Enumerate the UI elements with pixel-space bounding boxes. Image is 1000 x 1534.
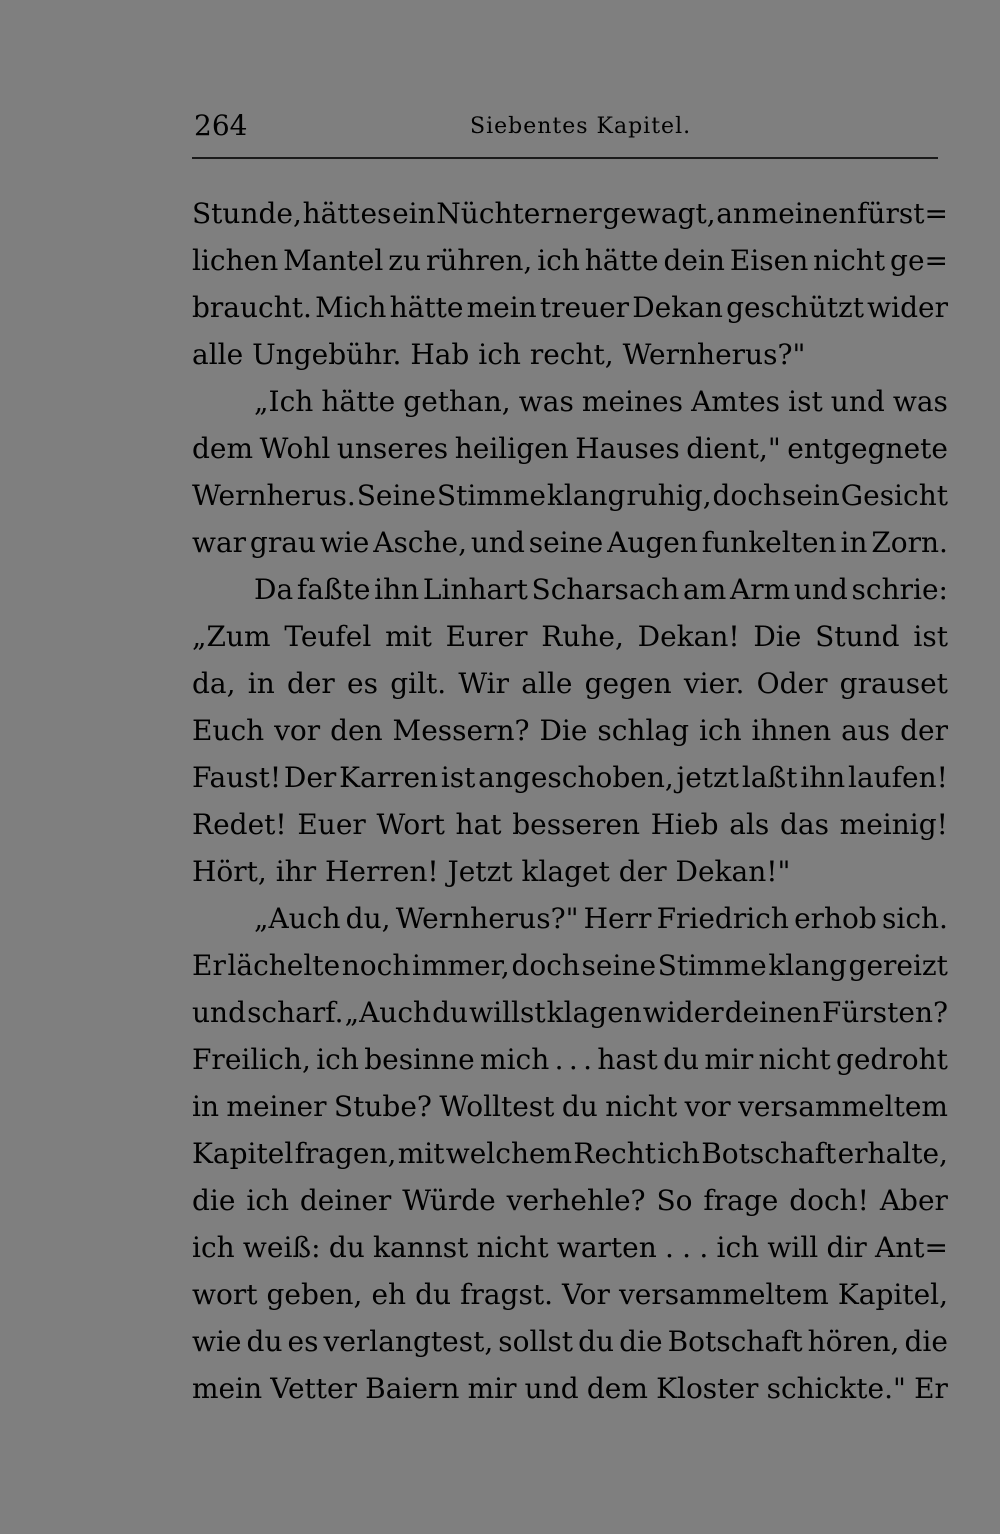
- word: willst: [469, 996, 546, 1029]
- text-line: [192, 566, 948, 613]
- word: es: [347, 667, 378, 700]
- word: klang: [546, 479, 626, 512]
- word: versammeltem: [618, 1278, 829, 1311]
- word: Vor: [562, 1278, 610, 1311]
- word: sollst: [498, 1325, 574, 1358]
- word: grauset: [839, 667, 948, 700]
- word: Eisen: [729, 244, 809, 277]
- word: Recht: [573, 1137, 656, 1170]
- text-line: [192, 1083, 948, 1130]
- word: hat: [455, 808, 502, 841]
- word: Er: [914, 1372, 948, 1405]
- word: ihnen: [751, 714, 832, 747]
- word: lichen: [192, 244, 279, 277]
- word: doch!: [789, 1184, 869, 1217]
- text-line: [192, 331, 948, 378]
- word: immer,: [411, 949, 510, 982]
- word: recht,: [529, 338, 623, 371]
- page-number: 264: [194, 109, 248, 142]
- word: entgegnete: [787, 432, 948, 465]
- word: zu: [388, 244, 422, 277]
- word: meiner: [226, 1090, 327, 1123]
- word: Kapitel: [192, 1137, 294, 1170]
- word: du: [415, 1278, 452, 1311]
- word: eh: [371, 1278, 407, 1311]
- word: am: [683, 573, 727, 606]
- word: nicht: [758, 1043, 831, 1076]
- word: und: [192, 996, 246, 1029]
- word: Ruhe,: [541, 620, 624, 653]
- word: es: [287, 1325, 319, 1358]
- word: dem: [192, 432, 254, 465]
- word: Messern?: [392, 714, 530, 747]
- word: Augen: [607, 526, 698, 559]
- word: ich: [537, 244, 580, 277]
- word: und: [470, 526, 525, 559]
- word: hören,: [807, 1325, 900, 1358]
- word: klaget: [521, 855, 619, 888]
- word: sein: [781, 479, 840, 512]
- word: den: [330, 714, 383, 747]
- word: es: [360, 197, 392, 230]
- word: rühren,: [425, 244, 533, 277]
- word: die: [619, 1325, 663, 1358]
- word: hätte: [321, 385, 396, 418]
- word: ich: [192, 1231, 235, 1264]
- word: Friedrich: [656, 902, 789, 935]
- word: .: [568, 1043, 578, 1076]
- word: warten: [556, 1231, 657, 1264]
- word: die: [192, 1184, 236, 1217]
- word: deinen: [724, 996, 821, 1029]
- word: ruhig,: [626, 479, 712, 512]
- word: Würde: [402, 1184, 496, 1217]
- word: hätte: [389, 291, 464, 324]
- word: Asche,: [373, 526, 467, 559]
- word: ich: [657, 1137, 700, 1170]
- word: vor: [684, 1090, 731, 1123]
- word: Jetzt: [447, 855, 522, 888]
- word: wider: [642, 996, 724, 1029]
- word: dein: [663, 244, 725, 277]
- word: seine: [581, 949, 657, 982]
- word: und: [830, 385, 885, 418]
- word: Wohl: [259, 432, 331, 465]
- word: gewagt,: [602, 197, 716, 230]
- word: der: [618, 855, 676, 888]
- word: meinen: [751, 197, 857, 230]
- word: mein: [192, 1372, 263, 1405]
- word: in: [247, 667, 275, 700]
- text-line: [192, 1224, 948, 1271]
- word: angeschoben,: [478, 761, 674, 794]
- word: der: [900, 714, 948, 747]
- text-line: [192, 1036, 948, 1083]
- word: deiner: [299, 1184, 392, 1217]
- word: Oder: [756, 667, 828, 700]
- word: will: [767, 1231, 819, 1264]
- word: Freilich,: [192, 1043, 311, 1076]
- word: gethan,: [403, 385, 511, 418]
- word: kannst: [373, 1231, 469, 1264]
- word: du: [561, 1090, 598, 1123]
- word: mir: [704, 1043, 754, 1076]
- word: Karren: [339, 761, 439, 794]
- word: verlangtest,: [323, 1325, 494, 1358]
- word: Botschaft: [667, 1325, 803, 1358]
- word: ich: [478, 338, 530, 371]
- text-line: [192, 519, 948, 566]
- word: klagen: [546, 996, 642, 1029]
- text-line: [192, 237, 948, 284]
- word: klang: [768, 949, 847, 982]
- word: nicht: [605, 1090, 678, 1123]
- word: ist: [440, 761, 476, 794]
- word: hast: [597, 1043, 658, 1076]
- word: welchem: [445, 1137, 573, 1170]
- word: Seine: [356, 479, 436, 512]
- word: dem: [586, 1372, 648, 1405]
- text-line: [192, 801, 948, 848]
- word: Stimme: [436, 479, 546, 512]
- word: ich: [698, 714, 742, 747]
- word: .: [665, 1231, 674, 1264]
- word: die: [904, 1325, 948, 1358]
- word: wie: [192, 1325, 242, 1358]
- word: erhob: [794, 902, 877, 935]
- word: braucht.: [192, 291, 312, 324]
- word: Dekan!: [637, 620, 740, 653]
- text-line: [192, 190, 948, 237]
- word: Hab: [410, 338, 479, 371]
- word: Wernherus.: [192, 479, 356, 512]
- word: frage: [703, 1184, 779, 1217]
- word: du: [432, 996, 469, 1029]
- page-header: [192, 104, 950, 148]
- word: faßte: [296, 573, 371, 606]
- word: Wort: [376, 808, 445, 841]
- word: ist: [913, 620, 948, 653]
- word: ein: [392, 197, 436, 230]
- word: an: [716, 197, 752, 230]
- word: So: [656, 1184, 693, 1217]
- word: Der: [283, 761, 337, 794]
- word: scharf.: [247, 996, 344, 1029]
- word: Ungebühr.: [252, 338, 411, 371]
- text-line: [192, 895, 948, 942]
- word: „Ich: [254, 385, 314, 418]
- word: ich: [716, 1231, 760, 1264]
- word: was: [892, 385, 948, 418]
- word: doch: [712, 479, 781, 512]
- text-line: [192, 848, 948, 895]
- word: seine: [528, 526, 604, 559]
- word: .: [583, 1043, 593, 1076]
- word: treuer: [539, 291, 630, 324]
- word: was: [518, 385, 574, 418]
- word: grau: [249, 526, 316, 559]
- word: lächelte: [227, 949, 341, 982]
- word: Fürsten?: [821, 996, 948, 1029]
- text-line: [192, 284, 948, 331]
- word: mit: [397, 1137, 445, 1170]
- header-rule: [192, 157, 938, 159]
- word: besseren: [512, 808, 640, 841]
- word: ich: [316, 1043, 359, 1076]
- word: Faust!: [192, 761, 282, 794]
- word: hätt: [302, 197, 360, 230]
- word: ich: [246, 1184, 289, 1217]
- word: erhalte,: [837, 1137, 948, 1170]
- word: war: [192, 526, 247, 559]
- text-line: [192, 613, 948, 660]
- word: Hört,: [192, 855, 276, 888]
- word: Euch: [192, 714, 265, 747]
- word: in: [192, 1090, 219, 1123]
- word: in: [840, 526, 868, 559]
- word: Stimme: [657, 949, 767, 982]
- word: besinne: [364, 1043, 475, 1076]
- text-line: [192, 754, 948, 801]
- word: gegen: [584, 667, 672, 700]
- text-line: [192, 378, 948, 425]
- word: Euer: [297, 808, 366, 841]
- word: Kloster: [656, 1372, 759, 1405]
- word: Stube?: [333, 1090, 432, 1123]
- word: Scharsach: [531, 573, 680, 606]
- word: Nüchterner: [436, 197, 602, 230]
- word: Mantel: [283, 244, 384, 277]
- word: jetzt: [676, 761, 740, 794]
- word: Hauses: [575, 432, 680, 465]
- word: dir: [826, 1231, 867, 1264]
- text-line: [192, 1130, 948, 1177]
- running-head: Siebentes Kapitel.: [470, 114, 692, 139]
- word: .: [682, 1231, 692, 1264]
- word: versammeltem: [738, 1090, 948, 1123]
- word: da,: [192, 667, 236, 700]
- word: ist: [788, 385, 823, 418]
- word: Zorn.: [871, 526, 948, 559]
- word: ihn: [800, 761, 846, 794]
- word: funkelten: [701, 526, 837, 559]
- word: du: [578, 1325, 615, 1358]
- word: Dekan: [632, 291, 723, 324]
- word: laßt: [741, 761, 798, 794]
- word: ge=: [890, 244, 948, 277]
- word: Gesicht: [840, 479, 948, 512]
- word: vor: [274, 714, 321, 747]
- word: mich: [480, 1043, 550, 1076]
- word: Er: [192, 949, 226, 982]
- word: schickte.": [766, 1372, 906, 1405]
- word: gereizt: [848, 949, 948, 982]
- word: Die: [753, 620, 802, 653]
- word: mein: [466, 291, 537, 324]
- word: du: [663, 1043, 700, 1076]
- word: schrie:: [851, 573, 948, 606]
- word: Eurer: [445, 620, 528, 653]
- text-line: [192, 425, 948, 472]
- word: Wernherus?": [622, 338, 806, 371]
- text-line: [192, 1177, 948, 1224]
- word: alle: [192, 338, 253, 371]
- word: als: [729, 808, 770, 841]
- word: Herr: [583, 902, 652, 935]
- word: fragen,: [294, 1137, 397, 1170]
- text-line: [192, 1318, 948, 1365]
- word: Wernherus?": [395, 902, 579, 935]
- word: noch: [341, 949, 411, 982]
- word: Die: [539, 714, 588, 747]
- word: „Zum: [192, 620, 271, 653]
- word: wort: [192, 1278, 258, 1311]
- word: Stund: [815, 620, 900, 653]
- word: Mich: [315, 291, 387, 324]
- word: du,: [345, 902, 391, 935]
- word: Kapitel,: [837, 1278, 948, 1311]
- word: verhehle?: [506, 1184, 646, 1217]
- word: schlag: [597, 714, 690, 747]
- text-line: [192, 942, 948, 989]
- word: nicht: [813, 244, 886, 277]
- word: ihn: [374, 573, 420, 606]
- body-text: [192, 190, 948, 1412]
- text-line: [192, 660, 948, 707]
- word: geschützt: [726, 291, 864, 324]
- word: „Auch: [344, 996, 432, 1029]
- word: „Auch: [254, 902, 341, 935]
- word: Baiern: [365, 1372, 460, 1405]
- word: meinig!: [839, 808, 948, 841]
- word: Stunde,: [192, 197, 302, 230]
- word: Herren!: [325, 855, 448, 888]
- word: Aber: [879, 1184, 948, 1217]
- word: heiligen: [454, 432, 569, 465]
- word: weiß:: [242, 1231, 321, 1264]
- word: Ant=: [875, 1231, 948, 1264]
- word: fragst.: [460, 1278, 553, 1311]
- word: Amtes: [691, 385, 781, 418]
- word: der: [286, 667, 335, 700]
- word: vier.: [683, 667, 745, 700]
- word: alle: [521, 667, 573, 700]
- word: Redet!: [192, 808, 287, 841]
- word: laufen!: [847, 761, 948, 794]
- word: Wir: [458, 667, 510, 700]
- word: wider: [867, 291, 948, 324]
- word: das: [779, 808, 829, 841]
- text-line: [192, 707, 948, 754]
- word: sich.: [882, 902, 948, 935]
- word: meines: [581, 385, 683, 418]
- word: fürst=: [857, 197, 948, 230]
- text-line: [192, 989, 948, 1036]
- word: ihr: [275, 855, 325, 888]
- word: doch: [511, 949, 580, 982]
- word: Arm: [729, 573, 791, 606]
- word: Da: [254, 573, 294, 606]
- word: gedroht: [835, 1043, 948, 1076]
- text-line: [192, 1271, 948, 1318]
- word: unseres: [336, 432, 449, 465]
- word: du: [246, 1325, 283, 1358]
- word: Wolltest: [439, 1090, 555, 1123]
- word: hätte: [584, 244, 659, 277]
- word: Vetter: [270, 1372, 357, 1405]
- word: gilt.: [390, 667, 447, 700]
- word: dient,": [686, 432, 781, 465]
- word: Dekan!": [675, 855, 791, 888]
- word: wie: [319, 526, 370, 559]
- word: du: [328, 1231, 365, 1264]
- word: Linhart: [422, 573, 528, 606]
- text-line: [192, 472, 948, 519]
- word: mir: [467, 1372, 517, 1405]
- word: und: [793, 573, 848, 606]
- word: mit: [385, 620, 432, 653]
- word: Hieb: [650, 808, 719, 841]
- word: .: [699, 1231, 709, 1264]
- text-line: [192, 1365, 948, 1412]
- word: nicht: [476, 1231, 549, 1264]
- word: Teufel: [284, 620, 372, 653]
- word: und: [524, 1372, 579, 1405]
- word: geben,: [266, 1278, 363, 1311]
- word: Botschaft: [701, 1137, 837, 1170]
- word: aus: [841, 714, 891, 747]
- word: .: [554, 1043, 564, 1076]
